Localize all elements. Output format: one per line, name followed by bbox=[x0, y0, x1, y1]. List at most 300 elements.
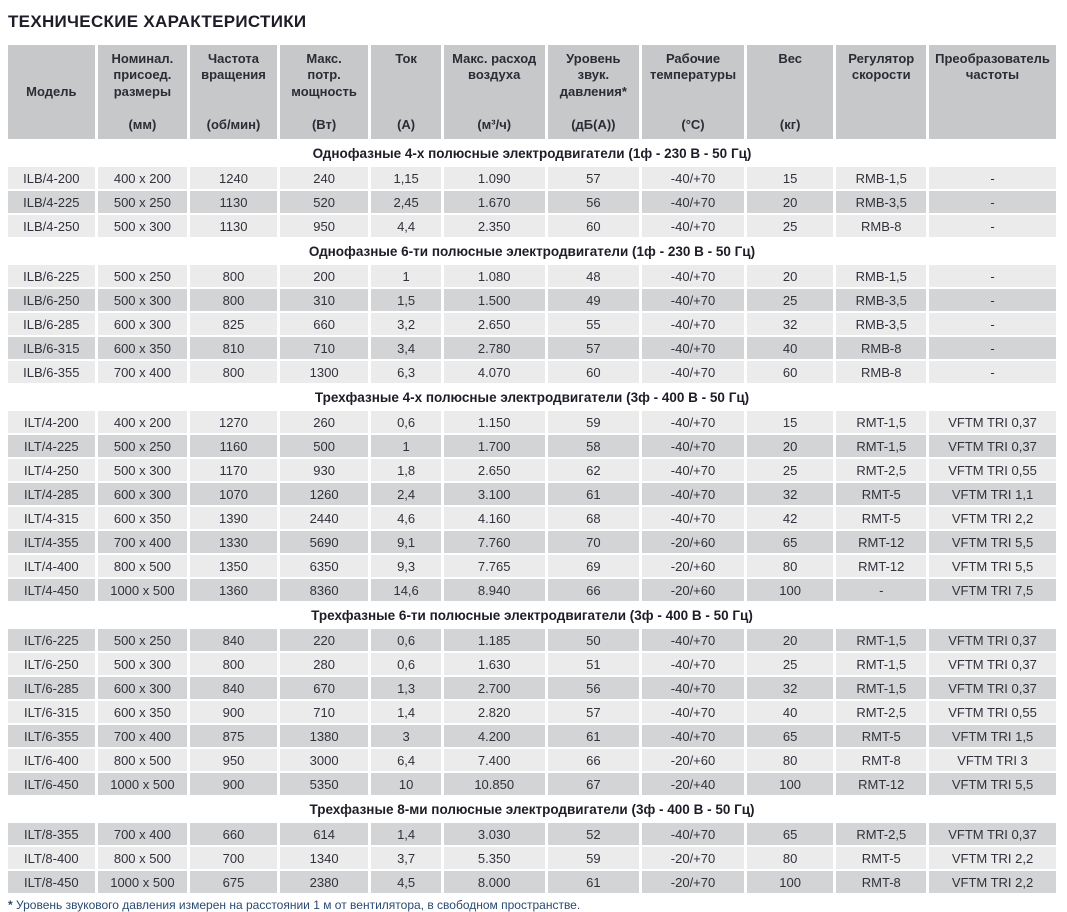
cell-operating-temp: -20/+60 bbox=[642, 749, 744, 771]
cell-sound-pressure: 61 bbox=[548, 725, 640, 747]
cell-max-airflow: 1.670 bbox=[444, 191, 545, 213]
cell-model: ILT/6-450 bbox=[8, 773, 95, 795]
cell-max-airflow: 1.080 bbox=[444, 265, 545, 287]
cell-weight: 80 bbox=[747, 749, 834, 771]
cell-current: 4,6 bbox=[371, 507, 440, 529]
cell-weight: 60 bbox=[747, 361, 834, 383]
cell-dimensions: 1000 x 500 bbox=[98, 871, 188, 893]
cell-model: ILB/6-250 bbox=[8, 289, 95, 311]
cell-dimensions: 700 x 400 bbox=[98, 361, 188, 383]
cell-operating-temp: -20/+40 bbox=[642, 773, 744, 795]
table-row bbox=[8, 411, 1056, 433]
spec-table-body bbox=[8, 141, 1056, 893]
cell-weight: 40 bbox=[747, 337, 834, 359]
column-header-dimensions bbox=[98, 45, 188, 139]
cell-dimensions: 700 x 400 bbox=[98, 725, 188, 747]
cell-dimensions: 400 x 200 bbox=[98, 167, 188, 189]
cell-rotation-speed: 950 bbox=[190, 749, 277, 771]
cell-rotation-speed: 900 bbox=[190, 701, 277, 723]
column-header-operating-temp bbox=[642, 45, 744, 139]
cell-model: ILT/8-450 bbox=[8, 871, 95, 893]
cell-weight: 32 bbox=[747, 313, 834, 335]
cell-current: 3,7 bbox=[371, 847, 440, 869]
section-title: Трехфазные 6-ти полюсные электродвигатели (3ф - 400 В - 50 Гц) bbox=[8, 603, 1056, 627]
cell-current: 10 bbox=[371, 773, 440, 795]
cell-max-power: 660 bbox=[280, 313, 369, 335]
cell-operating-temp: -40/+70 bbox=[642, 677, 744, 699]
cell-dimensions: 600 x 350 bbox=[98, 701, 188, 723]
cell-frequency-converter: VFTM TRI 0,37 bbox=[929, 653, 1056, 675]
cell-sound-pressure: 69 bbox=[548, 555, 640, 577]
cell-rotation-speed: 800 bbox=[190, 361, 277, 383]
cell-speed-regulator: RMT-12 bbox=[836, 555, 926, 577]
cell-frequency-converter: VFTM TRI 1,5 bbox=[929, 725, 1056, 747]
footnote bbox=[8, 898, 1059, 912]
cell-speed-regulator: RMT-2,5 bbox=[836, 823, 926, 845]
cell-current: 0,6 bbox=[371, 653, 440, 675]
cell-operating-temp: -40/+70 bbox=[642, 289, 744, 311]
cell-speed-regulator: RMT-12 bbox=[836, 773, 926, 795]
cell-sound-pressure: 57 bbox=[548, 167, 640, 189]
cell-operating-temp: -40/+70 bbox=[642, 191, 744, 213]
column-header-unit: (об/мин) bbox=[206, 116, 261, 132]
cell-model: ILT/4-225 bbox=[8, 435, 95, 457]
cell-max-power: 710 bbox=[280, 701, 369, 723]
cell-current: 1 bbox=[371, 265, 440, 287]
cell-sound-pressure: 66 bbox=[548, 749, 640, 771]
table-row bbox=[8, 773, 1056, 795]
cell-dimensions: 500 x 300 bbox=[98, 653, 188, 675]
cell-operating-temp: -40/+70 bbox=[642, 823, 744, 845]
cell-sound-pressure: 60 bbox=[548, 361, 640, 383]
cell-max-power: 1340 bbox=[280, 847, 369, 869]
cell-max-power: 950 bbox=[280, 215, 369, 237]
column-header-label: Номинал. присоед. размеры bbox=[111, 51, 174, 99]
cell-operating-temp: -40/+70 bbox=[642, 265, 744, 287]
cell-dimensions: 500 x 250 bbox=[98, 191, 188, 213]
cell-speed-regulator: RMT-1,5 bbox=[836, 677, 926, 699]
cell-weight: 25 bbox=[747, 215, 834, 237]
cell-frequency-converter: VFTM TRI 5,5 bbox=[929, 555, 1056, 577]
cell-operating-temp: -40/+70 bbox=[642, 459, 744, 481]
cell-speed-regulator: RMB-3,5 bbox=[836, 191, 926, 213]
cell-model: ILB/6-315 bbox=[8, 337, 95, 359]
cell-sound-pressure: 49 bbox=[548, 289, 640, 311]
cell-model: ILT/4-200 bbox=[8, 411, 95, 433]
cell-max-airflow: 7.400 bbox=[444, 749, 545, 771]
column-header-weight bbox=[747, 45, 834, 139]
cell-speed-regulator: RMT-12 bbox=[836, 531, 926, 553]
cell-model: ILB/4-225 bbox=[8, 191, 95, 213]
cell-rotation-speed: 1170 bbox=[190, 459, 277, 481]
cell-model: ILT/6-250 bbox=[8, 653, 95, 675]
cell-model: ILT/4-285 bbox=[8, 483, 95, 505]
cell-operating-temp: -40/+70 bbox=[642, 313, 744, 335]
cell-weight: 20 bbox=[747, 265, 834, 287]
cell-max-airflow: 3.030 bbox=[444, 823, 545, 845]
cell-model: ILT/4-450 bbox=[8, 579, 95, 601]
column-header-unit: (Вт) bbox=[311, 116, 337, 132]
cell-current: 4,5 bbox=[371, 871, 440, 893]
cell-current: 3 bbox=[371, 725, 440, 747]
cell-weight: 32 bbox=[747, 677, 834, 699]
cell-speed-regulator: RMB-3,5 bbox=[836, 313, 926, 335]
cell-weight: 20 bbox=[747, 629, 834, 651]
cell-current: 6,3 bbox=[371, 361, 440, 383]
cell-weight: 42 bbox=[747, 507, 834, 529]
cell-dimensions: 600 x 300 bbox=[98, 313, 188, 335]
cell-current: 0,6 bbox=[371, 629, 440, 651]
cell-model: ILB/6-355 bbox=[8, 361, 95, 383]
cell-weight: 15 bbox=[747, 411, 834, 433]
cell-frequency-converter: - bbox=[929, 167, 1056, 189]
column-header-current bbox=[371, 45, 440, 139]
section-title-row bbox=[8, 603, 1056, 627]
cell-sound-pressure: 50 bbox=[548, 629, 640, 651]
cell-max-power: 1300 bbox=[280, 361, 369, 383]
cell-sound-pressure: 62 bbox=[548, 459, 640, 481]
cell-speed-regulator: RMT-1,5 bbox=[836, 629, 926, 651]
cell-frequency-converter: - bbox=[929, 313, 1056, 335]
cell-dimensions: 600 x 300 bbox=[98, 677, 188, 699]
cell-rotation-speed: 1070 bbox=[190, 483, 277, 505]
cell-max-power: 8360 bbox=[280, 579, 369, 601]
table-row bbox=[8, 435, 1056, 457]
cell-rotation-speed: 660 bbox=[190, 823, 277, 845]
cell-model: ILT/4-315 bbox=[8, 507, 95, 529]
column-header-unit: (м³/ч) bbox=[477, 116, 512, 132]
cell-current: 6,4 bbox=[371, 749, 440, 771]
cell-rotation-speed: 875 bbox=[190, 725, 277, 747]
cell-weight: 100 bbox=[747, 579, 834, 601]
cell-current: 2,45 bbox=[371, 191, 440, 213]
column-header-max-airflow bbox=[444, 45, 545, 139]
cell-weight: 20 bbox=[747, 191, 834, 213]
cell-rotation-speed: 1130 bbox=[190, 191, 277, 213]
cell-max-airflow: 4.200 bbox=[444, 725, 545, 747]
cell-dimensions: 800 x 500 bbox=[98, 555, 188, 577]
table-row bbox=[8, 701, 1056, 723]
cell-sound-pressure: 61 bbox=[548, 871, 640, 893]
cell-sound-pressure: 59 bbox=[548, 411, 640, 433]
cell-rotation-speed: 1130 bbox=[190, 215, 277, 237]
cell-frequency-converter: VFTM TRI 0,37 bbox=[929, 677, 1056, 699]
section-title-row bbox=[8, 239, 1056, 263]
cell-model: ILB/6-225 bbox=[8, 265, 95, 287]
cell-speed-regulator: RMB-1,5 bbox=[836, 167, 926, 189]
cell-dimensions: 1000 x 500 bbox=[98, 773, 188, 795]
cell-current: 4,4 bbox=[371, 215, 440, 237]
cell-weight: 65 bbox=[747, 531, 834, 553]
cell-operating-temp: -20/+60 bbox=[642, 579, 744, 601]
table-row bbox=[8, 483, 1056, 505]
column-header-unit: (А) bbox=[397, 116, 416, 132]
cell-max-power: 1380 bbox=[280, 725, 369, 747]
cell-speed-regulator: RMT-1,5 bbox=[836, 411, 926, 433]
cell-dimensions: 1000 x 500 bbox=[98, 579, 188, 601]
cell-max-power: 614 bbox=[280, 823, 369, 845]
cell-sound-pressure: 66 bbox=[548, 579, 640, 601]
cell-frequency-converter: VFTM TRI 0,37 bbox=[929, 411, 1056, 433]
cell-frequency-converter: - bbox=[929, 265, 1056, 287]
cell-rotation-speed: 840 bbox=[190, 677, 277, 699]
cell-operating-temp: -40/+70 bbox=[642, 701, 744, 723]
cell-current: 3,2 bbox=[371, 313, 440, 335]
cell-dimensions: 500 x 300 bbox=[98, 215, 188, 237]
cell-max-power: 5690 bbox=[280, 531, 369, 553]
cell-max-power: 1260 bbox=[280, 483, 369, 505]
cell-weight: 80 bbox=[747, 847, 834, 869]
cell-sound-pressure: 67 bbox=[548, 773, 640, 795]
cell-max-power: 2440 bbox=[280, 507, 369, 529]
cell-speed-regulator: RMB-8 bbox=[836, 361, 926, 383]
cell-speed-regulator: RMT-1,5 bbox=[836, 435, 926, 457]
cell-operating-temp: -20/+60 bbox=[642, 531, 744, 553]
cell-weight: 25 bbox=[747, 459, 834, 481]
cell-sound-pressure: 57 bbox=[548, 701, 640, 723]
cell-frequency-converter: VFTM TRI 3 bbox=[929, 749, 1056, 771]
cell-operating-temp: -40/+70 bbox=[642, 629, 744, 651]
cell-max-power: 280 bbox=[280, 653, 369, 675]
cell-max-power: 520 bbox=[280, 191, 369, 213]
column-header-label: Вес bbox=[778, 51, 802, 66]
cell-model: ILB/6-285 bbox=[8, 313, 95, 335]
table-row bbox=[8, 289, 1056, 311]
cell-max-power: 220 bbox=[280, 629, 369, 651]
spec-table-head bbox=[8, 45, 1056, 139]
cell-operating-temp: -20/+60 bbox=[642, 555, 744, 577]
cell-rotation-speed: 840 bbox=[190, 629, 277, 651]
cell-current: 3,4 bbox=[371, 337, 440, 359]
cell-sound-pressure: 55 bbox=[548, 313, 640, 335]
spec-table bbox=[5, 43, 1059, 895]
cell-sound-pressure: 56 bbox=[548, 677, 640, 699]
cell-weight: 20 bbox=[747, 435, 834, 457]
table-row bbox=[8, 847, 1056, 869]
column-header-label: Ток bbox=[395, 51, 417, 66]
cell-frequency-converter: VFTM TRI 2,2 bbox=[929, 847, 1056, 869]
cell-speed-regulator: RMT-5 bbox=[836, 847, 926, 869]
cell-max-airflow: 8.940 bbox=[444, 579, 545, 601]
cell-weight: 80 bbox=[747, 555, 834, 577]
cell-speed-regulator: - bbox=[836, 579, 926, 601]
cell-speed-regulator: RMT-8 bbox=[836, 871, 926, 893]
cell-max-airflow: 7.760 bbox=[444, 531, 545, 553]
column-header-label: Макс. потр. мощность bbox=[291, 51, 357, 99]
section-title: Однофазные 4-х полюсные электродвигатели (1ф - 230 В - 50 Гц) bbox=[8, 141, 1056, 165]
cell-rotation-speed: 1240 bbox=[190, 167, 277, 189]
column-header-max-power bbox=[280, 45, 369, 139]
cell-max-airflow: 1.090 bbox=[444, 167, 545, 189]
cell-weight: 32 bbox=[747, 483, 834, 505]
cell-weight: 65 bbox=[747, 725, 834, 747]
section-title-row bbox=[8, 141, 1056, 165]
cell-operating-temp: -40/+70 bbox=[642, 435, 744, 457]
cell-model: ILT/6-315 bbox=[8, 701, 95, 723]
column-header-sound-pressure bbox=[548, 45, 640, 139]
cell-current: 14,6 bbox=[371, 579, 440, 601]
cell-speed-regulator: RMT-8 bbox=[836, 749, 926, 771]
cell-current: 0,6 bbox=[371, 411, 440, 433]
cell-model: ILT/6-355 bbox=[8, 725, 95, 747]
cell-dimensions: 800 x 500 bbox=[98, 847, 188, 869]
cell-speed-regulator: RMT-5 bbox=[836, 483, 926, 505]
cell-current: 2,4 bbox=[371, 483, 440, 505]
cell-max-airflow: 2.820 bbox=[444, 701, 545, 723]
cell-frequency-converter: VFTM TRI 0,37 bbox=[929, 629, 1056, 651]
cell-model: ILT/6-400 bbox=[8, 749, 95, 771]
cell-dimensions: 500 x 250 bbox=[98, 435, 188, 457]
column-header-unit: (°С) bbox=[681, 116, 705, 132]
cell-max-power: 670 bbox=[280, 677, 369, 699]
column-header-unit: (дБ(А)) bbox=[571, 116, 616, 132]
section-title: Трехфазные 8-ми полюсные электродвигатели (3ф - 400 В - 50 Гц) bbox=[8, 797, 1056, 821]
table-row bbox=[8, 653, 1056, 675]
cell-speed-regulator: RMT-5 bbox=[836, 725, 926, 747]
cell-rotation-speed: 1390 bbox=[190, 507, 277, 529]
cell-sound-pressure: 51 bbox=[548, 653, 640, 675]
cell-frequency-converter: VFTM TRI 1,1 bbox=[929, 483, 1056, 505]
column-header-label: Преобразователь частоты bbox=[935, 51, 1050, 83]
cell-model: ILT/8-400 bbox=[8, 847, 95, 869]
cell-rotation-speed: 800 bbox=[190, 289, 277, 311]
cell-weight: 65 bbox=[747, 823, 834, 845]
cell-max-power: 3000 bbox=[280, 749, 369, 771]
cell-sound-pressure: 60 bbox=[548, 215, 640, 237]
cell-rotation-speed: 810 bbox=[190, 337, 277, 359]
cell-sound-pressure: 70 bbox=[548, 531, 640, 553]
cell-speed-regulator: RMT-2,5 bbox=[836, 459, 926, 481]
table-row bbox=[8, 361, 1056, 383]
cell-max-airflow: 1.150 bbox=[444, 411, 545, 433]
cell-current: 9,3 bbox=[371, 555, 440, 577]
table-row bbox=[8, 629, 1056, 651]
cell-rotation-speed: 1160 bbox=[190, 435, 277, 457]
cell-current: 1,5 bbox=[371, 289, 440, 311]
column-header-label: Уровень звук. давления* bbox=[559, 51, 627, 99]
cell-model: ILT/4-355 bbox=[8, 531, 95, 553]
cell-dimensions: 500 x 250 bbox=[98, 629, 188, 651]
table-row bbox=[8, 531, 1056, 553]
cell-max-airflow: 5.350 bbox=[444, 847, 545, 869]
column-header-model bbox=[8, 45, 95, 139]
footnote-marker: * bbox=[8, 898, 13, 912]
cell-dimensions: 500 x 300 bbox=[98, 459, 188, 481]
cell-max-airflow: 1.630 bbox=[444, 653, 545, 675]
cell-frequency-converter: VFTM TRI 2,2 bbox=[929, 507, 1056, 529]
cell-speed-regulator: RMT-2,5 bbox=[836, 701, 926, 723]
cell-max-power: 930 bbox=[280, 459, 369, 481]
cell-rotation-speed: 825 bbox=[190, 313, 277, 335]
cell-model: ILB/4-250 bbox=[8, 215, 95, 237]
column-header-frequency-converter bbox=[929, 45, 1056, 139]
table-row bbox=[8, 725, 1056, 747]
column-header-unit: (кг) bbox=[779, 116, 801, 132]
cell-max-airflow: 2.650 bbox=[444, 459, 545, 481]
cell-operating-temp: -20/+70 bbox=[642, 847, 744, 869]
cell-current: 1,4 bbox=[371, 701, 440, 723]
cell-dimensions: 500 x 300 bbox=[98, 289, 188, 311]
section-title-row bbox=[8, 797, 1056, 821]
cell-max-airflow: 2.780 bbox=[444, 337, 545, 359]
table-row bbox=[8, 507, 1056, 529]
cell-rotation-speed: 1360 bbox=[190, 579, 277, 601]
cell-frequency-converter: VFTM TRI 0,37 bbox=[929, 435, 1056, 457]
cell-sound-pressure: 57 bbox=[548, 337, 640, 359]
cell-operating-temp: -40/+70 bbox=[642, 167, 744, 189]
cell-frequency-converter: VFTM TRI 5,5 bbox=[929, 531, 1056, 553]
cell-dimensions: 400 x 200 bbox=[98, 411, 188, 433]
column-header-label: Частота вращения bbox=[201, 51, 266, 83]
cell-rotation-speed: 900 bbox=[190, 773, 277, 795]
cell-frequency-converter: - bbox=[929, 215, 1056, 237]
cell-sound-pressure: 48 bbox=[548, 265, 640, 287]
column-header-speed-regulator bbox=[836, 45, 926, 139]
cell-current: 9,1 bbox=[371, 531, 440, 553]
cell-model: ILT/4-400 bbox=[8, 555, 95, 577]
table-row bbox=[8, 459, 1056, 481]
cell-speed-regulator: RMB-1,5 bbox=[836, 265, 926, 287]
cell-dimensions: 600 x 350 bbox=[98, 507, 188, 529]
cell-rotation-speed: 800 bbox=[190, 653, 277, 675]
table-row bbox=[8, 823, 1056, 845]
cell-operating-temp: -40/+70 bbox=[642, 411, 744, 433]
cell-max-power: 240 bbox=[280, 167, 369, 189]
cell-model: ILB/4-200 bbox=[8, 167, 95, 189]
cell-sound-pressure: 59 bbox=[548, 847, 640, 869]
cell-operating-temp: -40/+70 bbox=[642, 215, 744, 237]
cell-dimensions: 600 x 300 bbox=[98, 483, 188, 505]
cell-max-power: 6350 bbox=[280, 555, 369, 577]
cell-max-airflow: 3.100 bbox=[444, 483, 545, 505]
cell-current: 1,8 bbox=[371, 459, 440, 481]
header-row bbox=[8, 45, 1056, 139]
table-row bbox=[8, 215, 1056, 237]
table-row bbox=[8, 871, 1056, 893]
cell-frequency-converter: - bbox=[929, 337, 1056, 359]
cell-dimensions: 500 x 250 bbox=[98, 265, 188, 287]
cell-model: ILT/6-225 bbox=[8, 629, 95, 651]
section-title-row bbox=[8, 385, 1056, 409]
cell-weight: 25 bbox=[747, 289, 834, 311]
cell-max-airflow: 2.650 bbox=[444, 313, 545, 335]
column-header-label: Рабочие температуры bbox=[649, 51, 737, 83]
cell-frequency-converter: VFTM TRI 0,55 bbox=[929, 701, 1056, 723]
cell-operating-temp: -40/+70 bbox=[642, 507, 744, 529]
cell-frequency-converter: VFTM TRI 0,55 bbox=[929, 459, 1056, 481]
cell-current: 1,3 bbox=[371, 677, 440, 699]
cell-rotation-speed: 1270 bbox=[190, 411, 277, 433]
cell-current: 1 bbox=[371, 435, 440, 457]
cell-weight: 15 bbox=[747, 167, 834, 189]
table-row bbox=[8, 749, 1056, 771]
cell-max-power: 710 bbox=[280, 337, 369, 359]
cell-max-airflow: 8.000 bbox=[444, 871, 545, 893]
cell-weight: 40 bbox=[747, 701, 834, 723]
cell-max-airflow: 4.070 bbox=[444, 361, 545, 383]
cell-max-power: 260 bbox=[280, 411, 369, 433]
cell-max-power: 200 bbox=[280, 265, 369, 287]
cell-operating-temp: -20/+70 bbox=[642, 871, 744, 893]
cell-rotation-speed: 1350 bbox=[190, 555, 277, 577]
table-row bbox=[8, 555, 1056, 577]
cell-max-airflow: 2.700 bbox=[444, 677, 545, 699]
cell-operating-temp: -40/+70 bbox=[642, 483, 744, 505]
cell-max-airflow: 1.185 bbox=[444, 629, 545, 651]
cell-speed-regulator: RMT-1,5 bbox=[836, 653, 926, 675]
cell-dimensions: 800 x 500 bbox=[98, 749, 188, 771]
section-title: Трехфазные 4-х полюсные электродвигатели (3ф - 400 В - 50 Гц) bbox=[8, 385, 1056, 409]
